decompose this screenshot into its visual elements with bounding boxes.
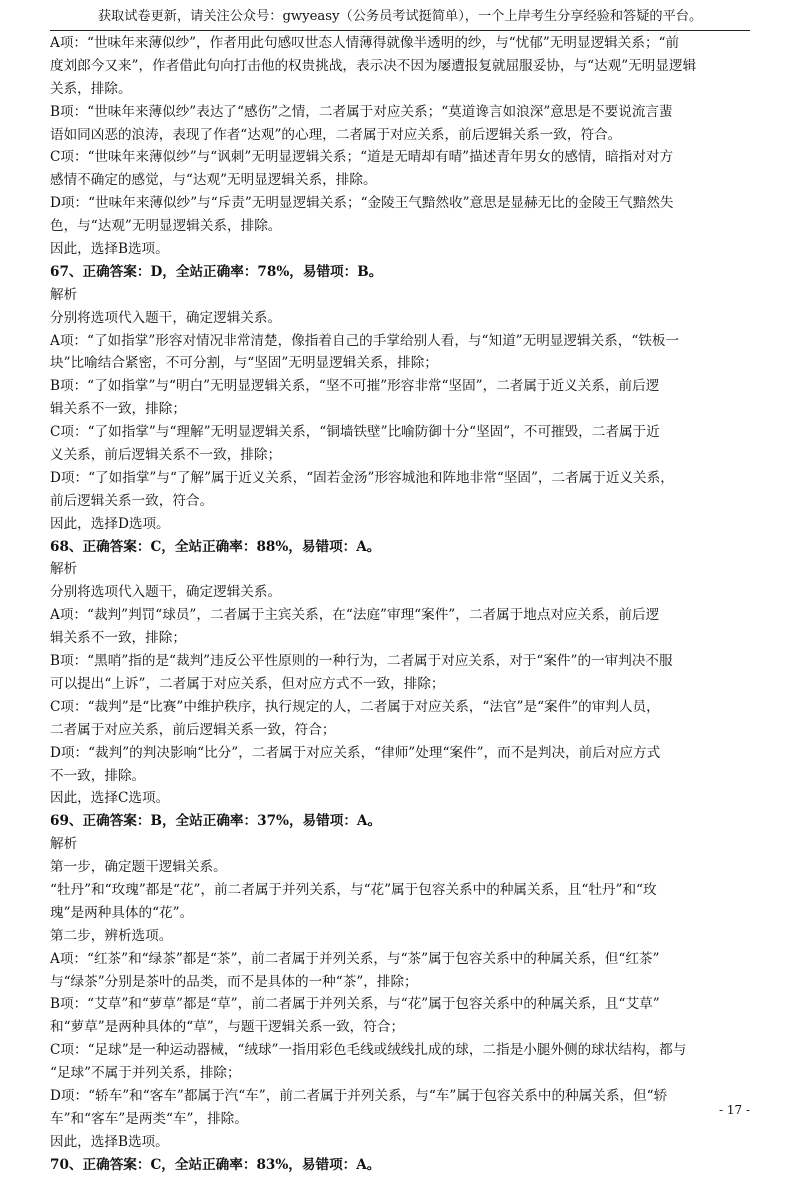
text-line: C项：“裁判”是“比赛”中维护秩序，执行规定的人，二者属于对应关系，“法官”是“案件”的审判人员， [50, 698, 660, 715]
text-line: A项：“了如指掌”形容对情况非常清楚，像指着自己的手掌给别人看，与“知道”无明显逻辑关系，“铁板一 [50, 332, 680, 349]
text-line: 二者属于对应关系，前后逻辑关系一致，符合； [50, 721, 336, 738]
text-line: 语如同凶恶的浪涛，表现了作者“达观”的心理，二者属于对应关系，前后逻辑关系一致，符合。 [50, 126, 622, 143]
text-line: 第二步，辨析选项。 [50, 927, 173, 944]
text-line: 辑关系不一致，排除； [50, 630, 186, 647]
text-line: 度刘郎今又来”，作者借此句向打击他的权贵挑战，表示决不因为屡遭报复就屈服妥协，与“达观”无明显逻辑 [50, 57, 697, 74]
text-line: D项：“世味年来薄似纱”与“斥责”无明显逻辑关系；“金陵王气黯然收”意思是显赫无比的金陵王气黯然失 [50, 195, 674, 212]
answer-heading: 68、正确答案：C，全站正确率：88%，易错项：A。 [50, 538, 381, 555]
page-number: - 17 - [718, 1103, 750, 1117]
text-line: B项：“世味年来薄似纱”表达了“感伤”之情，二者属于对应关系；“莫道谗言如浪深”意思是不要说流言蜚 [50, 103, 673, 120]
text-line: A项：“世味年来薄似纱”，作者用此句感叹世态人情薄得就像半透明的纱，与“忧郁”无明显逻辑关系；“前 [50, 35, 680, 51]
text-line: 和“萝草”是两种具体的“草”，与题干逻辑关系一致，符合； [50, 1019, 405, 1036]
text-line: 车”和“客车”是两类“车”，排除。 [50, 1110, 248, 1127]
text-line: 前后逻辑关系一致，符合。 [50, 492, 214, 509]
text-line: C项：“了如指掌”与“理解”无明显逻辑关系，“铜墙铁壁”比喻防御十分“坚固”，不可摧毁，二者属于近 [50, 424, 660, 441]
text-line: C项：“世味年来薄似纱”与“讽刺”无明显逻辑关系；“道是无晴却有晴”描述青年男女的感情，暗指对对方 [50, 149, 674, 166]
answer-heading: 69、正确答案：B，全站正确率：37%，易错项：A。 [50, 813, 382, 830]
text-line: B项：“了如指掌”与“明白”无明显逻辑关系，“坚不可摧”形容非常“坚固”，二者属于近义关系，前后逻 [50, 378, 660, 395]
text-line: B项：“黑哨”指的是“裁判”违反公平性原则的一种行为，二者属于对应关系，对于“案件”的一审判决不服 [50, 653, 673, 670]
text-line: “牡丹”和“玫瑰”都是“花”，前二者属于并列关系，与“花”属于包容关系中的种属关系，且“牡丹”和“玫 [50, 881, 657, 898]
answer-heading: 67、正确答案：D，全站正确率：78%，易错项：B。 [50, 263, 383, 280]
text-line: 色，与“达观”无明显逻辑关系，排除。 [50, 218, 282, 235]
text-line: 因此，选择D选项。 [50, 515, 170, 532]
text-line: D项：“裁判”的判决影响“比分”，二者属于对应关系，“律师”处理“案件”，而不是判决，前后对应方式 [50, 744, 661, 761]
text-line: 关系，排除。 [50, 80, 132, 97]
text-line: 义关系，前后逻辑关系不一致，排除； [50, 447, 282, 464]
text-line: 瑰”是两种具体的“花”。 [50, 904, 194, 921]
text-line: 因此，选择C选项。 [50, 790, 170, 807]
text-line: 块”比喻结合紧密，不可分割，与“坚固”无明显逻辑关系，排除； [50, 355, 438, 372]
page-header: 获取试卷更新，请关注公众号：gwyeasy（公务员考试挺简单），一个上岸考生分享经验和答疑的平台。 [50, 8, 750, 31]
answer-heading: 70、正确答案：C，全站正确率：83%，易错项：A。 [50, 1156, 381, 1173]
text-line: 可以提出“上诉”，二者属于对应关系，但对应方式不一致，排除； [50, 675, 445, 692]
text-line: 解析 [50, 836, 78, 853]
text-line: 分别将选项代入题干，确定逻辑关系。 [50, 584, 282, 601]
text-line: 分别将选项代入题干，确定逻辑关系。 [50, 309, 282, 326]
text-line: 不一致，排除。 [50, 767, 146, 784]
text-line: 辑关系不一致，排除； [50, 401, 186, 418]
document-body [50, 32, 750, 1177]
text-line: B项：“艾草”和“萝草”都是“草”，前二者属于并列关系，与“花”属于包容关系中的种属关系，且“艾草” [50, 996, 660, 1013]
text-line: C项：“足球”是一种运动器械，“绒球”一指用彩色毛线或绒线扎成的球，二指是小腿外侧的球状结构，都与 [50, 1042, 687, 1059]
text-line: 解析 [50, 561, 78, 578]
text-line: 感情不确定的感觉，与“达观”无明显逻辑关系，排除。 [50, 172, 377, 189]
text-line: A项：“红茶”和“绿茶”都是“茶”，前二者属于并列关系，与“茶”属于包容关系中的种属关系，但“红茶” [50, 950, 660, 967]
text-line: D项：“轿车”和“客车”都属于汽“车”，前二者属于并列关系，与“车”属于包容关系中的种属关系，但“轿 [50, 1087, 668, 1104]
text-line: 因此，选择B选项。 [50, 241, 169, 258]
text-line: “足球”不属于并列关系，排除； [50, 1065, 241, 1082]
text-line: A项：“裁判”判罚“球员”，二者属于主宾关系，在“法庭”审理“案件”，二者属于地点对应关系，前后逻 [50, 607, 660, 624]
text-line: 与“绿茶”分别是茶叶的品类，而不是具体的一种“茶”，排除； [50, 973, 418, 990]
text-line: D项：“了如指掌”与“了解”属于近义关系，“固若金汤”形容城池和阵地非常“坚固”，二者属于近义关系， [50, 469, 674, 486]
text-line: 第一步，确定题干逻辑关系。 [50, 859, 227, 876]
text-line: 解析 [50, 286, 78, 303]
text-line: 因此，选择B选项。 [50, 1133, 169, 1150]
